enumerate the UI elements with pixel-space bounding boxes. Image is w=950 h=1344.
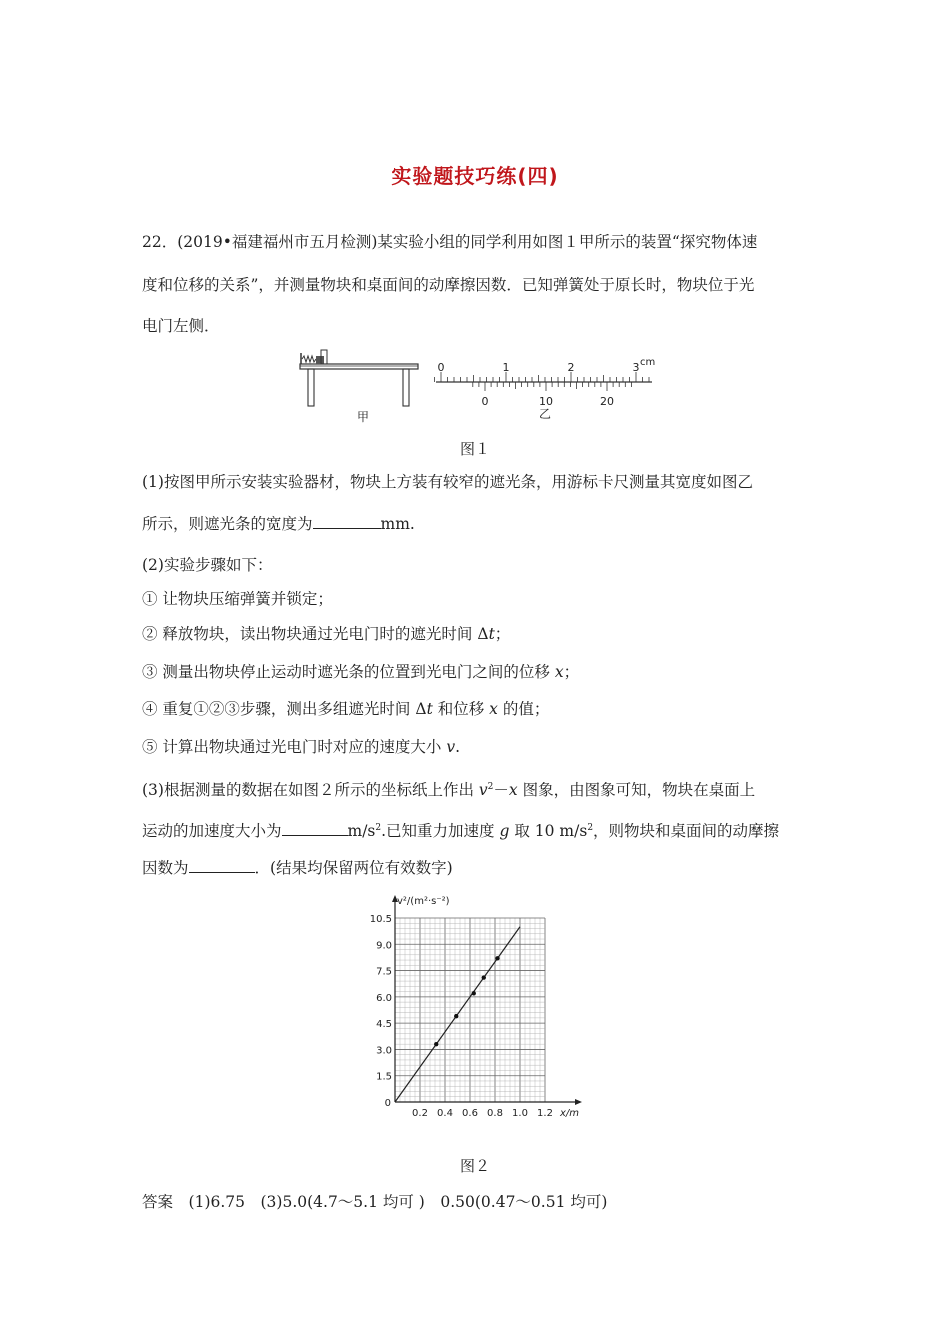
step-3	[142, 662, 579, 682]
y-tick-label: 3.0	[376, 1045, 392, 1057]
step-5	[142, 737, 460, 757]
q3-l2-c: 取 10 m/s	[509, 822, 588, 841]
step-1: ① 让物块压缩弹簧并锁定；	[142, 590, 333, 608]
problem-intro-line-1: 22．(2019•福建福州市五月检测)某实验小组的同学利用如图１甲所示的装置“探究物体速	[142, 233, 758, 251]
q3-var-x: x	[508, 781, 518, 800]
step-3-var: x	[554, 663, 564, 681]
step-3-text: ③ 测量出物块停止运动时遮光条的位置到光电门之间的位移	[142, 663, 555, 681]
data-point	[482, 975, 486, 979]
figure-1-caption: 图１	[460, 440, 491, 458]
x-tick-label: 0.2	[412, 1108, 428, 1119]
step-5-end: .	[455, 738, 461, 756]
x-axis-label: x/m	[560, 1108, 580, 1119]
main-tick-3: 3	[632, 361, 640, 374]
problem-intro-line-3: 电门左侧．	[142, 317, 220, 335]
q2-header: (2)实验步骤如下：	[142, 556, 273, 574]
label-jia: 甲	[357, 410, 370, 424]
q3-sup: 2	[487, 782, 494, 792]
q3-line-3	[142, 858, 453, 878]
q3-var-v: v	[478, 781, 488, 800]
vernier-tick-20: 20	[600, 395, 614, 408]
x-tick-label: 1.2	[537, 1108, 553, 1119]
step-4-text: ④ 重复①②③步骤，测出多组遮光时间 Δ	[142, 700, 427, 718]
step-4-mid: 和位移	[432, 700, 490, 718]
y-tick-label: 9.0	[376, 940, 392, 952]
q3-l1-a: (3)根据测量的数据在如图２所示的坐标纸上作出	[142, 781, 479, 800]
step-5-text: ⑤ 计算出物块通过光电门时对应的速度大小	[142, 738, 447, 756]
x-axis-arrow-icon	[575, 1099, 582, 1105]
chart-grid	[395, 918, 545, 1102]
y-tick-label: 6.0	[376, 992, 392, 1004]
data-point	[434, 1042, 438, 1046]
y-tick-labels	[370, 914, 392, 1083]
data-point	[472, 991, 476, 995]
label-yi: 乙	[538, 407, 552, 421]
y-tick-label: 7.5	[376, 966, 392, 978]
y-axis-label: v²/(m²·s⁻²)	[397, 896, 450, 907]
q3-l2-d: ，则物块和桌面间的动摩擦	[593, 822, 780, 841]
q3-l1-b: 图象，由图象可知，物块在桌面上	[517, 781, 756, 800]
data-point	[495, 956, 499, 960]
step-4-var-x: x	[489, 700, 498, 718]
main-tick-1: 1	[502, 361, 510, 374]
q3-mu-blank[interactable]	[189, 858, 255, 873]
problem-intro-line-2: 度和位移的关系”，并测量物块和桌面间的动摩擦因数．已知弹簧处于原长时，物块位于光	[142, 276, 755, 294]
q1-unit: mm.	[380, 515, 415, 533]
q3-l2-b: .已知重力加速度	[381, 822, 500, 841]
q3-line-1	[142, 777, 755, 800]
step-4	[142, 699, 549, 719]
q3-dash: －	[493, 781, 509, 800]
q3-l2-a: 运动的加速度大小为	[142, 822, 282, 841]
y-tick-label: 10.5	[369, 914, 392, 925]
step-4-var-t: t	[426, 700, 433, 718]
step-2-var: t	[488, 625, 495, 643]
page-title: 实验题技巧练(四)	[391, 164, 559, 188]
x-tick-label: 0.8	[487, 1108, 503, 1119]
main-tick-2: 2	[567, 361, 575, 374]
q1-text: 所示，则遮光条的宽度为	[142, 515, 313, 533]
x-tick-label: 1.0	[512, 1108, 528, 1119]
q1-line-1: (1)按图甲所示安装实验器材，物块上方装有较窄的遮光条，用游标卡尺测量其宽度如图乙	[142, 473, 753, 491]
data-point	[454, 1014, 458, 1018]
vernier-tick-0: 0	[481, 395, 489, 408]
figure-2-chart	[355, 892, 595, 1124]
main-scale-unit: cm	[640, 357, 656, 368]
answer-line	[142, 1192, 607, 1212]
vernier-scale-ticks	[473, 382, 632, 391]
x-tick-label: 0.4	[437, 1108, 453, 1119]
q3-line-2	[142, 818, 779, 841]
figure-2-caption: 图２	[460, 1157, 491, 1175]
step-5-var: v	[446, 738, 456, 756]
y-tick-label: 1.5	[376, 1071, 392, 1083]
vernier-tick-10: 10	[539, 395, 553, 408]
q3-var-g: g	[499, 822, 510, 841]
q3-l3-a: 因数为	[142, 859, 189, 877]
q3-unit-sup: 2	[375, 823, 382, 833]
vernier-caliper	[435, 357, 656, 421]
step-2-end: ；	[494, 625, 511, 643]
y-tick-label: 4.5	[376, 1019, 392, 1031]
apparatus-table	[300, 350, 418, 424]
figure-1	[290, 345, 670, 430]
main-tick-0: 0	[437, 361, 445, 374]
x-tick-label: 0.6	[462, 1108, 478, 1119]
origin-label: 0	[384, 1098, 391, 1109]
q3-unit: m/s	[347, 822, 376, 841]
q3-accel-blank[interactable]	[282, 821, 348, 836]
answer-text: (1)6.75 (3)5.0(4.7～5.1 均可 ) 0.50(0.47～0.51 均可)	[188, 1193, 608, 1211]
step-2-text: ② 释放物块，读出物块通过光电门时的遮光时间 Δ	[142, 625, 489, 643]
step-2	[142, 624, 510, 644]
q3-l3-b: ．(结果均保留两位有效数字)	[254, 859, 453, 877]
step-4-end: 的值；	[497, 700, 550, 718]
q1-answer-blank[interactable]	[313, 514, 381, 529]
step-3-end: ；	[563, 663, 580, 681]
q3-unit-sup-2: 2	[587, 823, 594, 833]
x-tick-labels	[412, 1108, 553, 1119]
answer-label: 答案	[142, 1193, 174, 1211]
q1-line-2	[142, 514, 415, 534]
main-scale-ticks	[435, 372, 650, 382]
